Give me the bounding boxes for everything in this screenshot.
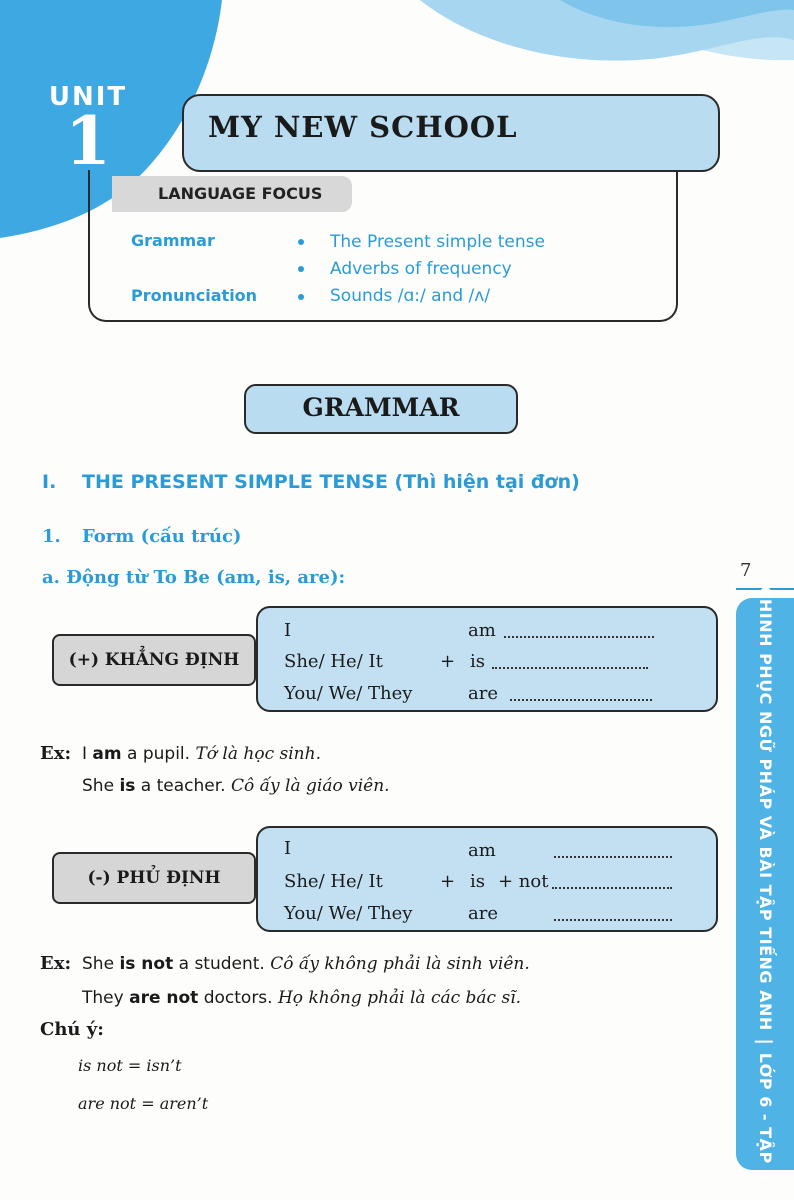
side-separator xyxy=(755,1041,773,1043)
subheading-number: 1. xyxy=(42,526,61,547)
heading-number: I. xyxy=(42,471,57,493)
grammar-label: Grammar xyxy=(131,231,215,250)
grammar-item-1: The Present simple tense xyxy=(330,232,545,252)
example-text: a teacher. xyxy=(135,776,231,796)
aff-verb-3: are xyxy=(468,683,498,704)
example-line xyxy=(82,776,390,796)
example-verb: are not xyxy=(129,988,199,1008)
neg-not: + not xyxy=(498,871,549,892)
aff-subject-2: She/ He/ It xyxy=(284,651,383,672)
language-focus-label: LANGUAGE FOCUS xyxy=(158,184,323,203)
example-text: She xyxy=(82,776,120,796)
bullet-icon xyxy=(298,266,304,272)
bullet-icon xyxy=(298,294,304,300)
example-label: Ex: xyxy=(40,743,72,764)
example-translation: Cô ấy là giáo viên. xyxy=(230,776,390,796)
bullet-icon xyxy=(298,239,304,245)
example-text: a pupil. xyxy=(121,744,196,764)
aff-subject-3: You/ We/ They xyxy=(284,683,413,704)
example-line xyxy=(82,988,521,1008)
example-text: doctors. xyxy=(198,988,278,1008)
aff-blank-1 xyxy=(504,636,654,638)
book-side-title xyxy=(755,587,775,1182)
example-text: She xyxy=(82,954,120,974)
pronunciation-item: Sounds /ɑ:/ and /ʌ/ xyxy=(330,286,491,306)
note-line-2: are not = aren’t xyxy=(78,1094,209,1113)
grammar-title: GRAMMAR xyxy=(302,393,460,422)
note-label: Chú ý: xyxy=(40,1019,104,1040)
example-line xyxy=(82,744,321,764)
pronunciation-label: Pronunciation xyxy=(131,286,258,305)
example-text: They xyxy=(82,988,130,1008)
aff-verb-1: am xyxy=(468,620,496,641)
page-number: 7 xyxy=(740,560,752,581)
note-line-1: is not = isn’t xyxy=(78,1056,182,1075)
neg-verb-1: am xyxy=(468,840,496,861)
heading-text: THE PRESENT SIMPLE TENSE (Thì hiện tại đơn) xyxy=(82,471,580,493)
unit-number: 1 xyxy=(65,102,111,180)
example-translation: Tớ là học sinh. xyxy=(195,744,321,764)
subheading-to-be: a. Động từ To Be (am, is, are): xyxy=(42,567,346,588)
book-title: CHINH PHỤC NGỮ PHÁP VÀ BÀI TẬP TIẾNG ANH xyxy=(755,586,775,1031)
aff-subject-1: I xyxy=(284,620,292,641)
example-translation: Cô ấy không phải là sinh viên. xyxy=(270,954,530,974)
unit-label: UNIT xyxy=(48,82,128,112)
neg-subject-1: I xyxy=(284,838,292,859)
aff-verb-2: is xyxy=(470,651,485,672)
affirmative-label: (+) KHẲNG ĐỊNH xyxy=(68,650,240,670)
example-verb: am xyxy=(92,744,122,764)
example-line xyxy=(82,954,530,974)
neg-blank-2 xyxy=(552,887,672,889)
example-text: I xyxy=(82,744,93,764)
aff-blank-2 xyxy=(492,667,648,669)
book-grade: LỚP 6 - TẬP 1 xyxy=(755,1052,775,1182)
subheading-form: Form (cấu trúc) xyxy=(82,526,242,547)
neg-verb-2: is xyxy=(470,871,485,892)
example-text: a student. xyxy=(173,954,271,974)
neg-subject-2: She/ He/ It xyxy=(284,871,383,892)
neg-verb-3: are xyxy=(468,903,498,924)
example-translation: Họ không phải là các bác sĩ. xyxy=(277,988,522,1008)
neg-subject-3: You/ We/ They xyxy=(284,903,413,924)
negative-label: (-) PHỦ ĐỊNH xyxy=(87,868,221,888)
example-verb: is xyxy=(119,776,136,796)
unit-title: MY NEW SCHOOL xyxy=(208,110,518,144)
grammar-item-2: Adverbs of frequency xyxy=(330,259,512,279)
example-label: Ex: xyxy=(40,953,72,974)
neg-plus: + xyxy=(440,871,456,892)
neg-blank-3 xyxy=(554,919,672,921)
aff-plus: + xyxy=(440,651,456,672)
aff-blank-3 xyxy=(510,699,652,701)
example-verb: is not xyxy=(119,954,174,974)
neg-blank-1 xyxy=(554,856,672,858)
